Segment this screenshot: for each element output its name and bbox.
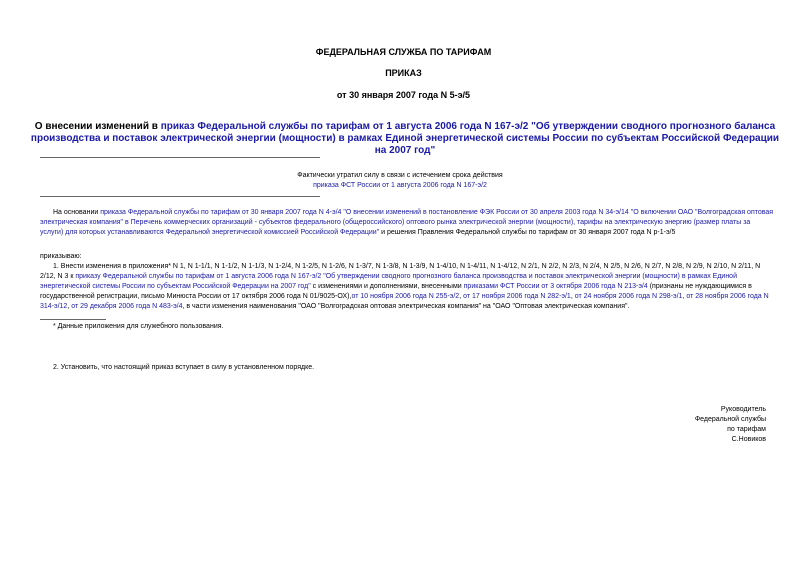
item-2-paragraph: 2. Установить, что настоящий приказ вступает в силу в установленном порядке. [53, 364, 315, 371]
organization-heading: ФЕДЕРАЛЬНАЯ СЛУЖБА ПО ТАРИФАМ [315, 47, 492, 57]
item-1-sep1: , [459, 293, 464, 300]
basis-suffix: и решения Правления Федеральной службы по тарифам от 30 января 2007 года N р-1-э/5 [379, 229, 676, 236]
item-1-link-order-314[interactable]: от 28 ноября 2006 года N 314-э/12 [40, 293, 769, 310]
item-1-sep4: , [67, 303, 72, 310]
footnote: * Данные приложения для служебного пользования. [53, 323, 224, 330]
divider-top [40, 157, 320, 158]
orders-label: приказываю: [40, 253, 82, 260]
title-prefix: О внесении изменений в [34, 121, 161, 132]
signature-position-1: Руководитель [720, 406, 766, 413]
item-1-prefix: 1. Внести изменения в приложения* N 1, N 1-1/1, N 1-1/2, N 1-1/3, N 1-2/4, N 1-2/5, N 1-2/6, N 1-3/7, N 1-3/8, N 1-3/9, N 1-4/10, N 1-4/11, N 1-4/12, N 2/1, N 2/2, N 2/3, N 2/4, N 2/5, N 2/6, N 2/7, N 2/8, N 2/9, N 2/10, N 2/11, N 2/12, N 3 к [40, 263, 761, 280]
status-note-link[interactable]: приказа ФСТ России от 1 августа 2006 года N 167-э/2 [313, 182, 487, 189]
divider-bottom [40, 196, 320, 197]
item-1-link-order-255[interactable]: от 10 ноября 2006 года N 255-э/2 [351, 293, 460, 300]
signature-position-2: Федеральной службы [694, 416, 766, 423]
basis-link[interactable]: приказа Федеральной службы по тарифам от 30 января 2007 года N 4-э/4 "О внесении изменений в постановление ФЭК России от 30 апреля 2003 года N 34-э/14 "О включении ОАО "Волгоградская оптовая электрическая компания" в Перечень коммерческих организаций - субъектов федерального (общероссийского) оптового рынка электрической энергии (мощности), тарифы на электрическую энергию (размер платы за услуги) для которых устанавливаются Федеральной энергетической комиссией Российской Федерации" [40, 209, 774, 236]
signature-position-3: по тарифам [727, 426, 766, 433]
basis-prefix: На основании [53, 209, 101, 216]
item-1-mid2: (признаны не нуждающимися в государственной регистрации, письмо Минюста России от 17 октября 2006 года N 01/9025-ОХ), [40, 283, 752, 300]
signature-name: С.Новиков [731, 436, 766, 443]
signature-block [640, 405, 766, 445]
item-1-link-order-483[interactable]: от 29 декабря 2006 года N 483-э/4 [71, 303, 183, 310]
item-1-sep2: , [570, 293, 575, 300]
item-1-link-order-282[interactable]: от 17 ноября 2006 года N 282-э/1 [463, 293, 571, 300]
status-note [290, 171, 510, 191]
item-1-sep3: , [682, 293, 687, 300]
status-note-text: Фактически утратил силу в связи с истечением срока действия [297, 172, 503, 179]
title-link[interactable]: приказ Федеральной службы по тарифам от 1 августа 2006 года N 167-э/2 "Об утверждении сводного прогнозного баланса производства и поставок электрической энергии (мощности) в рамках Единой энергетической системы России по субъектам Российской Федерации на 2007 год" [30, 121, 780, 156]
item-1-link-order-298[interactable]: от 24 ноября 2006 года N 298-э/1 [574, 293, 683, 300]
basis-paragraph [40, 208, 775, 238]
item-1-suffix: , в части изменения наименования "ОАО "Волгоградская оптовая электрическая компания" на "ОАО "Оптовая электрическая компания". [182, 303, 630, 310]
document-title [30, 121, 780, 157]
document-date-number: от 30 января 2007 года N 5-э/5 [336, 90, 471, 100]
document-type: ПРИКАЗ [385, 68, 422, 78]
item-1-link-order-167[interactable]: приказу Федеральной службы по тарифам от 1 августа 2006 года N 167-э/2 "Об утверждении сводного прогнозного баланса производства и поставок электрической энергии (мощности) в рамках Единой энергетической системы России по субъектам Российской Федерации на 2007 год" [40, 273, 737, 290]
item-1-link-order-213[interactable]: приказами ФСТ России от 3 октября 2006 года N 213-э/4 [463, 283, 648, 290]
footnote-divider [40, 319, 106, 320]
item-1-paragraph [40, 262, 775, 312]
item-1-mid1: с изменениями и дополнениями, внесенными [310, 283, 464, 290]
